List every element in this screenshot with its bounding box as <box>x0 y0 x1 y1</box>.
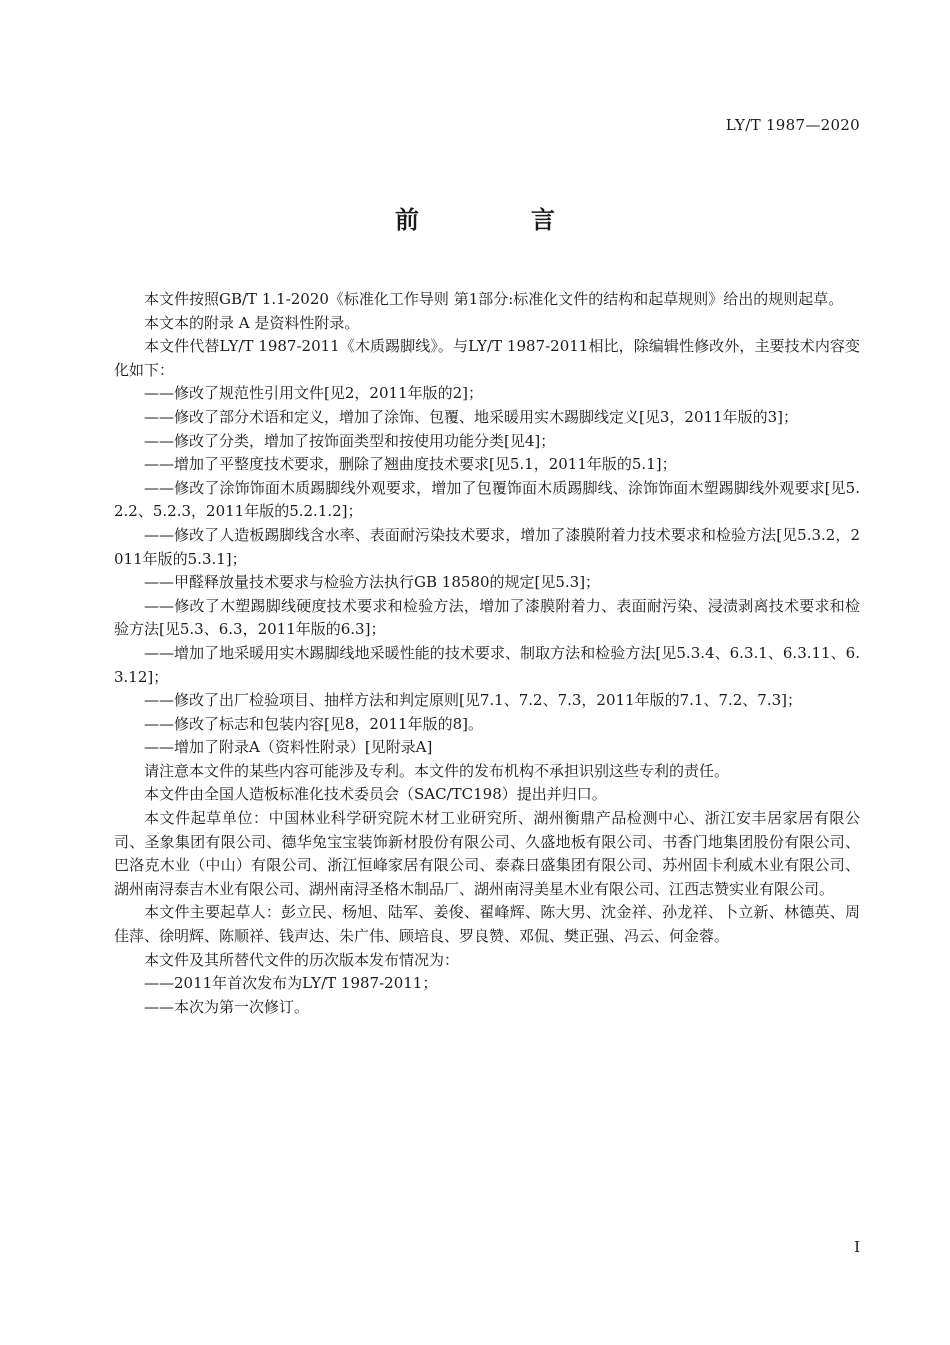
list-item: ——增加了平整度技术要求，删除了翘曲度技术要求[见5.1，2011年版的5.1]； <box>144 455 677 474</box>
list-item: ——修改了分类，增加了按饰面类型和按使用功能分类[见4]； <box>144 431 556 450</box>
list-item: ——甲醛释放量技术要求与检验方法执行GB 18580的规定[见5.3]； <box>144 573 601 592</box>
paragraph: 本文本的附录 A 是资料性附录。 <box>144 313 360 332</box>
page-number: I <box>854 1238 860 1256</box>
list-item: ——修改了木塑踢脚线硬度技术要求和检验方法，增加了漆膜附着力、表面耐污染、浸渍剥离技术要求和检验方法[见5.3、6.3，2011年版的6.3]； <box>114 596 860 639</box>
document-code: LY/T 1987—2020 <box>725 116 860 134</box>
paragraph: 本文件代替LY/T 1987-2011《木质踢脚线》。与LY/T 1987-2011相比，除编辑性修改外，主要技术内容变化如下： <box>114 337 860 379</box>
paragraph: 本文件及其所替代文件的历次版本发布情况为： <box>144 950 460 969</box>
list-item: ——2011年首次发布为LY/T 1987-2011； <box>144 974 438 993</box>
paragraph: 本文件按照GB/T 1.1-2020《标准化工作导则 第1部分:标准化文件的结构和起草规则》给出的规则起草。 <box>144 290 844 308</box>
list-item: ——修改了标志和包装内容[见8，2011年版的8]。 <box>144 714 483 733</box>
list-item: ——修改了部分术语和定义，增加了涂饰、包覆、地采暖用实木踢脚线定义[见3，2011年版的3]； <box>144 407 798 426</box>
paragraph: 请注意本文件的某些内容可能涉及专利。本文件的发布机构不承担识别这些专利的责任。 <box>144 761 730 780</box>
page-title: 前 言 <box>395 206 599 234</box>
list-item: ——修改了涂饰饰面木质踢脚线外观要求，增加了包覆饰面木质踢脚线、涂饰饰面木塑踢脚线外观要求[见5.2.2、5.2.3，2011年版的5.2.1.2]； <box>114 478 860 521</box>
list-item: ——增加了地采暖用实木踢脚线地采暖性能的技术要求、制取方法和检验方法[见5.3.4、6.3.1、6.3.11、6.3.12]； <box>114 643 860 686</box>
paragraph: 本文件由全国人造板标准化技术委员会（SAC/TC198）提出并归口。 <box>144 785 607 804</box>
list-item: ——增加了附录A（资料性附录）[见附录A] <box>144 738 433 757</box>
list-item: ——修改了出厂检验项目、抽样方法和判定原则[见7.1、7.2、7.3，2011年版的7.1、7.2、7.3]； <box>144 691 803 710</box>
list-item: ——修改了人造板踢脚线含水率、表面耐污染技术要求，增加了漆膜附着力技术要求和检验方法[见5.3.2，2011年版的5.3.1]； <box>114 525 860 568</box>
document-body <box>114 288 860 1019</box>
list-item: ——本次为第一次修订。 <box>144 997 310 1016</box>
paragraph: 本文件起草单位：中国林业科学研究院木材工业研究所、湖州衡鼎产品检测中心、浙江安丰居家居有限公司、圣象集团有限公司、德华兔宝宝装饰新材股份有限公司、久盛地板有限公司、书香门地集团股份有限公司、巴洛克木业（中山）有限公司、浙江恒峰家居有限公司、泰森日盛集团有限公司、苏州固卡利威木业有限公司、湖州南浔泰吉木业有限公司、湖州南浔圣格木制品厂、湖州南浔美星木业有限公司、江西志赞实业有限公司。 <box>114 809 860 898</box>
paragraph: 本文件主要起草人：彭立民、杨旭、陆军、姜俊、翟峰辉、陈大男、沈金祥、孙龙祥、卜立新、林德英、周佳萍、徐明辉、陈顺祥、钱声达、朱广伟、顾培良、罗良赞、邓侃、樊正强、冯云、何金蓉。 <box>114 903 860 946</box>
list-item: ——修改了规范性引用文件[见2，2011年版的2]； <box>144 384 483 403</box>
